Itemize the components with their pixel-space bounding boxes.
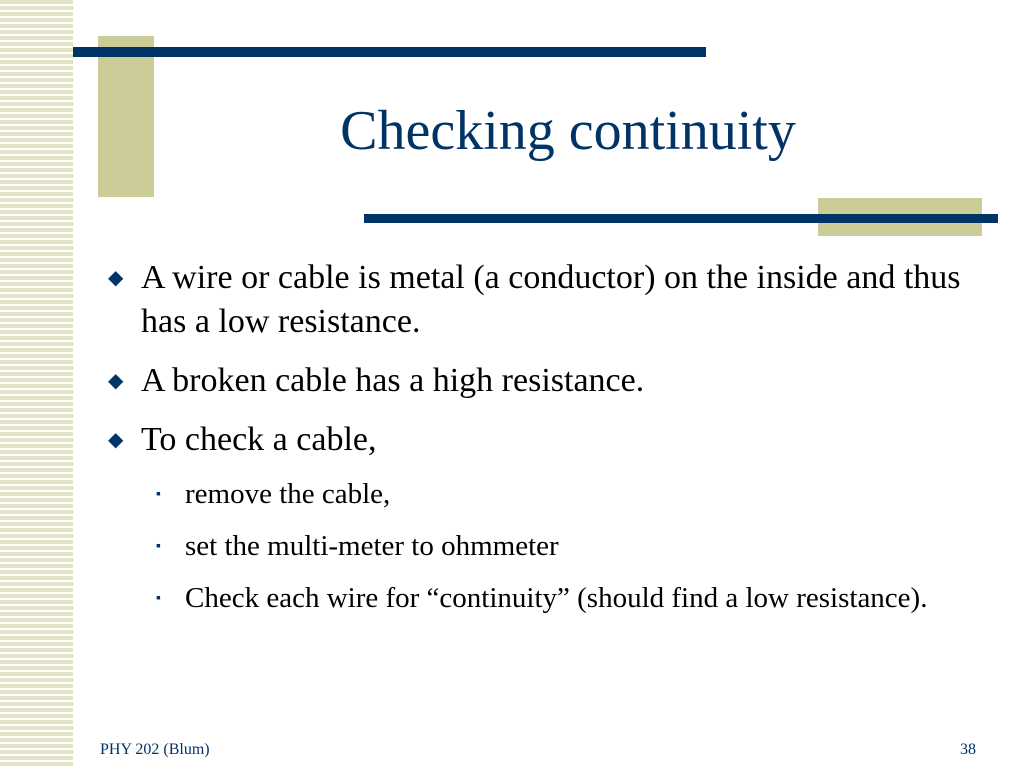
decorative-stripes: [0, 0, 73, 768]
sub-bullet-item: [156, 476, 988, 513]
sub-bullet-text: set the multi-meter to ohmmeter: [185, 530, 559, 562]
sub-bullet-text: remove the cable,: [185, 478, 391, 510]
square-bullet-icon: ▪: [156, 487, 161, 502]
diamond-bullet-icon: ◆: [108, 429, 124, 451]
sub-bullet-text: Check each wire for “continuity” (should find a low resistance).: [185, 582, 928, 614]
bullet-item: [108, 359, 988, 403]
decorative-tan-block-top: [98, 36, 154, 197]
decorative-bar-top: [73, 47, 706, 57]
diamond-bullet-icon: ◆: [108, 370, 124, 392]
square-bullet-icon: ▪: [156, 539, 161, 554]
decorative-bar-bottom: [364, 214, 998, 223]
bullet-item: [108, 418, 988, 462]
footer-course: PHY 202 (Blum): [100, 741, 210, 758]
footer-page-number: 38: [960, 741, 976, 758]
slide-title: Checking continuity: [340, 100, 796, 162]
sub-bullet-item: [156, 528, 988, 565]
bullet-text: A broken cable has a high resistance.: [141, 362, 645, 399]
bullet-text: To check a cable,: [141, 421, 377, 458]
diamond-bullet-icon: ◆: [108, 267, 124, 289]
sub-bullet-item: [156, 580, 988, 617]
slide-body: [108, 256, 988, 632]
bullet-item: [108, 256, 988, 344]
bullet-text: A wire or cable is metal (a conductor) on the inside and thus has a low resistance.: [141, 259, 961, 340]
square-bullet-icon: ▪: [156, 591, 161, 606]
